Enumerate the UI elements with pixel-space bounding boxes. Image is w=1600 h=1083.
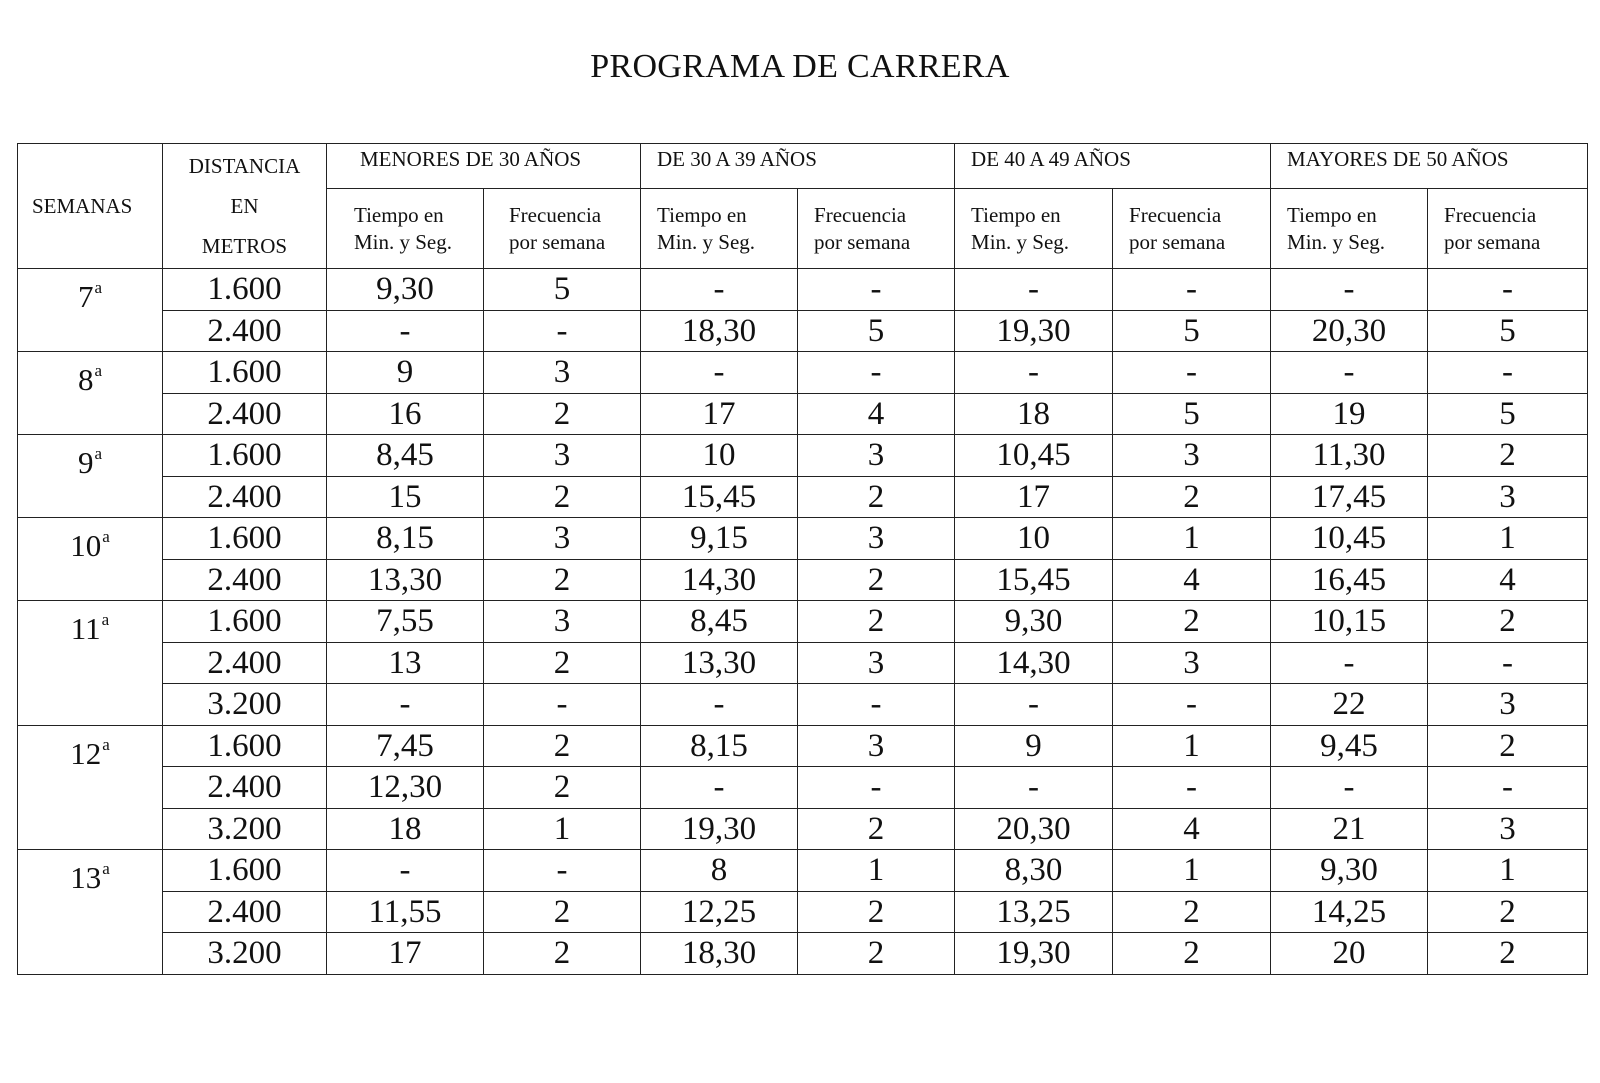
frequency-cell: 2 [1113, 476, 1271, 518]
frequency-cell: 3 [798, 518, 955, 560]
week-number: 12 [70, 735, 102, 771]
header-group-over-50: MAYORES DE 50 AÑOS [1271, 144, 1588, 189]
week-ordinal: a [94, 278, 103, 297]
week-ordinal: a [102, 734, 110, 754]
table-row [18, 684, 1588, 726]
distance-cell: 2.400 [163, 891, 327, 933]
time-cell: - [955, 352, 1113, 394]
table-row [18, 269, 1588, 311]
week-ordinal: a [102, 527, 110, 546]
header-frecuencia-line: por semana [509, 229, 606, 254]
distance-cell: 2.400 [163, 642, 327, 684]
frequency-cell: 5 [1113, 393, 1271, 435]
frequency-cell: 1 [1113, 850, 1271, 892]
distance-cell: 2.400 [163, 559, 327, 601]
frequency-cell: - [1428, 352, 1588, 394]
distance-cell: 2.400 [163, 767, 327, 809]
table-row [18, 601, 1588, 643]
header-tiempo-line: Tiempo en [971, 202, 1061, 227]
frequency-cell: - [484, 684, 641, 726]
header-distancia-line: METROS [201, 234, 288, 258]
time-cell: 14,25 [1271, 891, 1428, 933]
table-row [18, 352, 1588, 394]
time-cell: 10,45 [955, 435, 1113, 477]
header-distancia-line: DISTANCIA [188, 154, 301, 178]
distance-cell: 1.600 [163, 518, 327, 560]
time-cell: 20 [1271, 933, 1428, 975]
frequency-cell: 2 [1428, 725, 1588, 767]
frequency-cell: 2 [798, 601, 955, 643]
frequency-cell: 1 [1428, 518, 1588, 560]
time-cell: 9 [327, 352, 484, 394]
header-frecuencia [1113, 189, 1271, 269]
time-cell: 19,30 [955, 933, 1113, 975]
frequency-cell: - [1113, 352, 1271, 394]
header-frecuencia [798, 189, 955, 269]
frequency-cell: - [1113, 269, 1271, 311]
header-group-under-30: MENORES DE 30 AÑOS [327, 144, 641, 189]
week-label [18, 269, 163, 352]
header-tiempo-line: Min. y Seg. [1287, 229, 1386, 254]
frequency-cell: - [798, 767, 955, 809]
frequency-cell: - [1428, 767, 1588, 809]
week-number: 9 [77, 445, 94, 480]
header-tiempo-line: Tiempo en [657, 202, 747, 227]
time-cell: 15 [327, 476, 484, 518]
time-cell: 17,45 [1271, 476, 1428, 518]
time-cell: 13 [327, 642, 484, 684]
week-number: 8 [77, 362, 94, 397]
frequency-cell: 5 [1428, 310, 1588, 352]
week-number: 13 [70, 860, 102, 895]
week-label [18, 435, 163, 518]
time-cell: 9,45 [1271, 725, 1428, 767]
time-cell: - [641, 767, 798, 809]
time-cell: 9,15 [641, 518, 798, 560]
time-cell: - [641, 269, 798, 311]
frequency-cell: 2 [484, 891, 641, 933]
time-cell: 9,30 [327, 269, 484, 311]
frequency-cell: 3 [798, 642, 955, 684]
frequency-cell: 5 [1428, 393, 1588, 435]
week-ordinal: a [94, 444, 103, 463]
time-cell: 13,30 [641, 642, 798, 684]
time-cell: 19,30 [955, 310, 1113, 352]
header-frecuencia-line: Frecuencia [1129, 202, 1222, 227]
distance-cell: 1.600 [163, 850, 327, 892]
frequency-cell: 3 [484, 518, 641, 560]
frequency-cell: 2 [484, 476, 641, 518]
time-cell: 8,15 [641, 725, 798, 767]
frequency-cell: 2 [484, 642, 641, 684]
frequency-cell: 2 [484, 725, 641, 767]
time-cell: 22 [1271, 684, 1428, 726]
frequency-cell: - [798, 352, 955, 394]
header-frecuencia-line: por semana [1129, 229, 1226, 254]
time-cell: - [1271, 269, 1428, 311]
header-group-40-49: DE 40 A 49 AÑOS [955, 144, 1271, 189]
header-tiempo-line: Min. y Seg. [657, 229, 756, 254]
frequency-cell: 3 [1428, 476, 1588, 518]
time-cell: 7,55 [327, 601, 484, 643]
time-cell: 19,30 [641, 808, 798, 850]
frequency-cell: 3 [1428, 808, 1588, 850]
time-cell: 19 [1271, 393, 1428, 435]
table-row [18, 933, 1588, 975]
frequency-cell: - [484, 310, 641, 352]
distance-cell: 2.400 [163, 393, 327, 435]
frequency-cell: 3 [1428, 684, 1588, 726]
distance-cell: 2.400 [163, 310, 327, 352]
frequency-cell: 2 [798, 933, 955, 975]
header-frecuencia-line: por semana [814, 229, 911, 254]
time-cell: 8,30 [955, 850, 1113, 892]
week-label [18, 518, 163, 601]
distance-cell: 1.600 [163, 725, 327, 767]
time-cell: 10 [955, 518, 1113, 560]
frequency-cell: 2 [1113, 933, 1271, 975]
frequency-cell: 4 [1113, 559, 1271, 601]
distance-cell: 3.200 [163, 933, 327, 975]
time-cell: - [327, 310, 484, 352]
time-cell: 18,30 [641, 310, 798, 352]
table-row [18, 476, 1588, 518]
frequency-cell: - [484, 850, 641, 892]
frequency-cell: 3 [798, 435, 955, 477]
time-cell: 12,25 [641, 891, 798, 933]
frequency-cell: 2 [1428, 601, 1588, 643]
time-cell: - [1271, 767, 1428, 809]
frequency-cell: 1 [1113, 518, 1271, 560]
time-cell: 7,45 [327, 725, 484, 767]
frequency-cell: 4 [1428, 559, 1588, 601]
time-cell: 12,30 [327, 767, 484, 809]
frequency-cell: 3 [1113, 642, 1271, 684]
time-cell: 17 [641, 393, 798, 435]
time-cell: 18,30 [641, 933, 798, 975]
table-row [18, 642, 1588, 684]
frequency-cell: 2 [1428, 933, 1588, 975]
frequency-cell: 1 [1428, 850, 1588, 892]
distance-cell: 1.600 [163, 435, 327, 477]
frequency-cell: 1 [798, 850, 955, 892]
time-cell: 8,15 [327, 518, 484, 560]
table-row [18, 393, 1588, 435]
frequency-cell: - [1113, 767, 1271, 809]
week-number: 11 [70, 611, 101, 646]
table-row [18, 518, 1588, 560]
frequency-cell: 1 [484, 808, 641, 850]
week-label [18, 850, 163, 975]
frequency-cell: 5 [484, 269, 641, 311]
time-cell: - [955, 684, 1113, 726]
distance-cell: 1.600 [163, 601, 327, 643]
frequency-cell: 5 [1113, 310, 1271, 352]
distance-cell: 1.600 [163, 269, 327, 311]
table-row [18, 559, 1588, 601]
time-cell: 21 [1271, 808, 1428, 850]
frequency-cell: 3 [798, 725, 955, 767]
table-row [18, 767, 1588, 809]
time-cell: - [1271, 352, 1428, 394]
frequency-cell: 5 [798, 310, 955, 352]
time-cell: 9,30 [955, 601, 1113, 643]
time-cell: 9 [955, 725, 1113, 767]
time-cell: 13,30 [327, 559, 484, 601]
header-frecuencia-line: por semana [1444, 229, 1541, 254]
header-group-30-39: DE 30 A 39 AÑOS [641, 144, 955, 189]
time-cell: - [1271, 642, 1428, 684]
frequency-cell: 1 [1113, 725, 1271, 767]
week-number: 10 [70, 528, 102, 563]
table-row [18, 435, 1588, 477]
time-cell: 10,45 [1271, 518, 1428, 560]
time-cell: - [327, 850, 484, 892]
frequency-cell: 2 [1428, 435, 1588, 477]
time-cell: 10 [641, 435, 798, 477]
distance-cell: 2.400 [163, 476, 327, 518]
frequency-cell: 3 [484, 352, 641, 394]
time-cell: - [327, 684, 484, 726]
distance-cell: 3.200 [163, 808, 327, 850]
week-label [18, 601, 163, 726]
header-frecuencia [1428, 189, 1588, 269]
frequency-cell: 2 [798, 808, 955, 850]
time-cell: 14,30 [955, 642, 1113, 684]
page-title: PROGRAMA DE CARRERA [590, 48, 1010, 85]
table-row [18, 891, 1588, 933]
frequency-cell: 2 [798, 891, 955, 933]
frequency-cell: - [1428, 269, 1588, 311]
table-row [18, 310, 1588, 352]
frequency-cell: 4 [798, 393, 955, 435]
frequency-cell: 2 [798, 559, 955, 601]
header-tiempo [955, 189, 1113, 269]
time-cell: 17 [327, 933, 484, 975]
distance-cell: 3.200 [163, 684, 327, 726]
distance-cell: 1.600 [163, 352, 327, 394]
frequency-cell: - [1113, 684, 1271, 726]
week-ordinal: a [94, 361, 103, 380]
time-cell: 18 [327, 808, 484, 850]
header-frecuencia [484, 189, 641, 269]
time-cell: 17 [955, 476, 1113, 518]
time-cell: 15,45 [641, 476, 798, 518]
frequency-cell: 3 [484, 435, 641, 477]
time-cell: 11,55 [327, 891, 484, 933]
frequency-cell: 2 [1428, 891, 1588, 933]
frequency-cell: 2 [484, 393, 641, 435]
header-tiempo-line: Tiempo en [354, 202, 444, 227]
time-cell: 20,30 [1271, 310, 1428, 352]
frequency-cell: 2 [1113, 891, 1271, 933]
table-row [18, 808, 1588, 850]
time-cell: 20,30 [955, 808, 1113, 850]
time-cell: - [641, 684, 798, 726]
header-tiempo [327, 189, 484, 269]
time-cell: 9,30 [1271, 850, 1428, 892]
header-semanas: SEMANAS [18, 144, 163, 269]
frequency-cell: - [798, 269, 955, 311]
time-cell: 8,45 [327, 435, 484, 477]
frequency-cell: 2 [1113, 601, 1271, 643]
time-cell: - [955, 767, 1113, 809]
header-tiempo [1271, 189, 1428, 269]
header-distancia [163, 144, 327, 269]
time-cell: 10,15 [1271, 601, 1428, 643]
table-row [18, 850, 1588, 892]
week-number: 7 [77, 279, 94, 314]
frequency-cell: 2 [484, 559, 641, 601]
frequency-cell: 2 [484, 767, 641, 809]
header-frecuencia-line: Frecuencia [814, 202, 907, 227]
header-tiempo [641, 189, 798, 269]
frequency-cell: 2 [484, 933, 641, 975]
time-cell: 8 [641, 850, 798, 892]
week-label [18, 725, 163, 850]
week-ordinal: a [101, 610, 110, 629]
time-cell: 8,45 [641, 601, 798, 643]
time-cell: - [641, 352, 798, 394]
time-cell: 11,30 [1271, 435, 1428, 477]
header-tiempo-line: Min. y Seg. [971, 229, 1070, 254]
frequency-cell: 2 [798, 476, 955, 518]
time-cell: 13,25 [955, 891, 1113, 933]
time-cell: 16,45 [1271, 559, 1428, 601]
frequency-cell: - [1428, 642, 1588, 684]
header-frecuencia-line: Frecuencia [509, 202, 602, 227]
week-ordinal: a [102, 859, 110, 878]
time-cell: - [955, 269, 1113, 311]
header-tiempo-line: Tiempo en [1287, 202, 1377, 227]
time-cell: 14,30 [641, 559, 798, 601]
frequency-cell: 3 [1113, 435, 1271, 477]
header-distancia-line: EN [230, 194, 259, 218]
header-frecuencia-line: Frecuencia [1444, 202, 1537, 227]
running-program-table [17, 143, 1588, 975]
frequency-cell: - [798, 684, 955, 726]
time-cell: 15,45 [955, 559, 1113, 601]
header-tiempo-line: Min. y Seg. [354, 229, 453, 254]
week-label [18, 352, 163, 435]
frequency-cell: 4 [1113, 808, 1271, 850]
table-row [18, 725, 1588, 767]
frequency-cell: 3 [484, 601, 641, 643]
time-cell: 16 [327, 393, 484, 435]
time-cell: 18 [955, 393, 1113, 435]
